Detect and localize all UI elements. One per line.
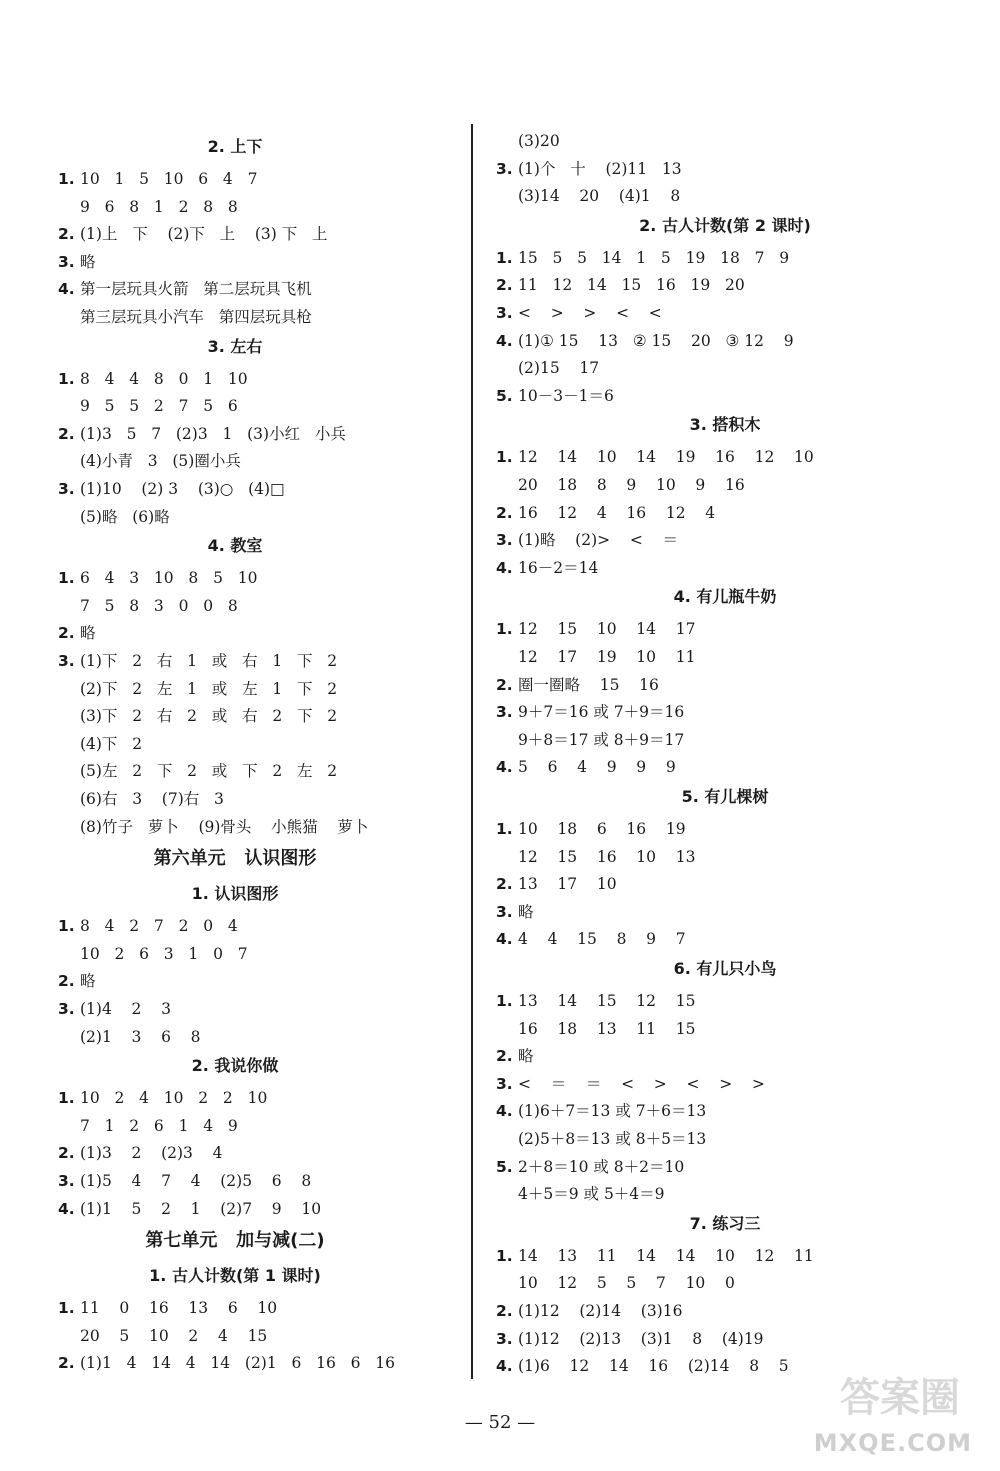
section-heading: 7. 练习三 — [689, 1213, 761, 1233]
question-number: 4. — [496, 758, 513, 777]
question-number: 3. — [58, 1000, 75, 1018]
question-number: 5. — [496, 386, 513, 405]
question-number: 3. — [58, 1172, 75, 1190]
question-number: 4. — [496, 331, 513, 350]
answer-text: 圈一圈略 15 16 — [518, 675, 659, 694]
answer-text: (5)略 (6)略 — [80, 507, 170, 526]
question-number: 1. — [496, 620, 513, 639]
answer-text: 13 17 10 — [518, 875, 617, 894]
answer-text: (2)1 3 6 8 — [80, 1027, 201, 1046]
watermark-logo: 答案圈 — [840, 1375, 960, 1421]
answer-text: 略 — [80, 972, 96, 991]
question-number: 3. — [496, 159, 513, 178]
answer-text: 20 5 10 2 4 15 — [80, 1326, 268, 1345]
section-heading: 4. 有儿瓶牛奶 — [673, 587, 777, 607]
answer-text: 20 18 8 9 10 9 16 — [518, 476, 745, 494]
question-number: 1. — [496, 820, 513, 838]
question-number: 2. — [58, 424, 75, 443]
question-number: 1. — [58, 1299, 75, 1318]
answer-text: (1)6＋7＝13 或 7＋6＝13 — [518, 1102, 707, 1121]
question-number: 4. — [58, 1199, 75, 1218]
answer-text: 略 — [518, 902, 534, 921]
answer-text: 12 15 10 14 17 — [518, 620, 696, 639]
answer-text: 10 2 6 3 1 0 7 — [80, 944, 248, 963]
answer-text: < > > < < — [518, 304, 662, 322]
answer-text: 13 14 15 12 15 — [518, 992, 696, 1010]
watermark-text: MXQE.COM — [813, 1429, 972, 1457]
question-number: 3. — [496, 703, 513, 722]
answer-text: 10－3－1＝6 — [518, 386, 614, 405]
answer-text: 11 0 16 13 6 10 — [80, 1299, 278, 1318]
answer-text: (5)左 2 下 2 或 下 2 左 2 — [80, 762, 338, 781]
question-number: 2. — [58, 972, 75, 991]
unit-heading: 第七单元 加与减(二) — [145, 1230, 325, 1252]
answer-text: 4 4 15 8 9 7 — [518, 930, 686, 949]
question-number: 2. — [496, 875, 513, 894]
section-heading: 4. 教室 — [207, 536, 263, 556]
answer-text: < ＝ ＝ < > < > > — [518, 1074, 765, 1093]
section-heading: 5. 有儿棵树 — [681, 787, 769, 806]
question-number: 3. — [496, 1074, 513, 1093]
question-number: 4. — [496, 1102, 513, 1121]
answer-text: (1)下 2 右 1 或 右 1 下 2 — [80, 652, 338, 670]
answer-text: 16－2＝14 — [518, 558, 599, 577]
question-number: 3. — [58, 480, 75, 498]
answer-text: (2)15 17 — [518, 359, 600, 378]
answer-text: (1)3 2 (2)3 4 — [80, 1144, 223, 1163]
section-heading: 2. 我说你做 — [191, 1056, 279, 1076]
answer-text: 12 15 16 10 13 — [518, 847, 696, 866]
answer-text: 9 6 8 1 2 8 8 — [80, 197, 238, 216]
answer-text: 12 17 19 10 11 — [518, 648, 696, 666]
question-number: 4. — [496, 1357, 513, 1376]
question-number: 3. — [496, 304, 513, 322]
answer-text: (1)1 5 2 1 (2)7 9 10 — [80, 1199, 322, 1218]
answer-text: (1)个 十 (2)11 13 — [518, 159, 682, 178]
question-number: 2. — [58, 1354, 75, 1373]
answer-text: (1)略 (2)> < ＝ — [518, 531, 679, 550]
answer-text: 6 4 3 10 8 5 10 — [80, 569, 258, 588]
answer-text: 第三层玩具小汽车 第四层玩具枪 — [80, 308, 312, 326]
answer-text: 14 13 11 14 14 10 12 11 — [518, 1246, 814, 1265]
question-number: 2. — [496, 503, 513, 522]
question-number: 1. — [496, 248, 513, 267]
question-number: 3. — [58, 252, 75, 271]
answer-text: 9＋7＝16 或 7＋9＝16 — [518, 703, 685, 722]
answer-text: 11 12 14 15 16 19 20 — [518, 276, 745, 295]
answer-text: 4＋5＝9 或 5＋4＝9 — [518, 1185, 665, 1204]
answer-text: 第一层玩具火箭 第二层玩具飞机 — [80, 280, 312, 299]
answer-text: 8 4 2 7 2 0 4 — [80, 917, 238, 936]
question-number: 3. — [496, 902, 513, 921]
column-divider — [471, 124, 473, 1379]
question-number: 4. — [496, 558, 513, 577]
question-number: 4. — [58, 280, 75, 299]
question-number: 1. — [496, 992, 513, 1010]
answer-text: 9 5 5 2 7 5 6 — [80, 397, 238, 416]
section-heading: 2. 古人计数(第 2 课时) — [639, 215, 811, 235]
question-number: 5. — [496, 1157, 513, 1176]
answer-text: (1)1 4 14 4 14 (2)1 6 16 6 16 — [80, 1354, 396, 1373]
answer-text: (1)6 12 14 16 (2)14 8 5 — [518, 1357, 789, 1376]
answer-text: (3)14 20 (4)1 8 — [518, 187, 681, 206]
question-number: 1. — [58, 569, 75, 588]
answer-text: 10 1 5 10 6 4 7 — [80, 170, 258, 188]
answer-text: (1)10 (2) 3 (3)○ (4)□ — [80, 480, 285, 498]
section-heading: 3. 左右 — [207, 336, 263, 356]
answer-text: 10 2 4 10 2 2 10 — [80, 1089, 268, 1108]
answer-text: 10 18 6 16 19 — [518, 820, 686, 838]
answer-text: 7 5 8 3 0 0 8 — [80, 596, 238, 615]
section-heading: 1. 古人计数(第 1 课时) — [149, 1266, 321, 1286]
answer-text: (1)12 (2)14 (3)16 — [518, 1302, 683, 1320]
section-heading: 2. 上下 — [207, 137, 263, 156]
answer-text: 10 12 5 5 7 10 0 — [518, 1274, 735, 1293]
answer-text: (1)12 (2)13 (3)1 8 (4)19 — [518, 1329, 764, 1348]
question-number: 1. — [58, 170, 75, 188]
question-number: 2. — [58, 624, 75, 643]
question-number: 2. — [496, 1302, 513, 1320]
answer-text: 略 — [518, 1047, 534, 1066]
answer-text: (2)5＋8＝13 或 8＋5＝13 — [518, 1130, 707, 1148]
question-number: 1. — [496, 1246, 513, 1265]
question-number: 1. — [58, 1089, 75, 1108]
answer-text: 略 — [80, 624, 96, 643]
question-number: 2. — [496, 675, 513, 694]
question-number: 3. — [496, 531, 513, 550]
answer-text: (3)下 2 右 2 或 右 2 下 2 — [80, 707, 338, 726]
question-number: 2. — [496, 1047, 513, 1066]
question-number: 3. — [496, 1329, 513, 1348]
answer-text: 7 1 2 6 1 4 9 — [80, 1116, 238, 1135]
answer-text: 2＋8＝10 或 8＋2＝10 — [518, 1157, 685, 1176]
answer-text: 略 — [80, 252, 96, 271]
section-heading: 6. 有儿只小鸟 — [673, 959, 777, 978]
answer-text: (3)20 — [518, 132, 560, 150]
answer-text: (1)3 5 7 (2)3 1 (3)小红 小兵 — [80, 424, 346, 443]
watermark — [802, 1363, 982, 1463]
answer-text: (2)下 2 左 1 或 左 1 下 2 — [80, 679, 338, 698]
answer-text: 9＋8＝17 或 8＋9＝17 — [518, 730, 685, 749]
answer-text: 16 12 4 16 12 4 — [518, 503, 716, 522]
answer-text: 8 4 4 8 0 1 10 — [80, 369, 248, 388]
question-number: 2. — [58, 1144, 75, 1163]
question-number: 1. — [58, 917, 75, 936]
answer-text: (4)小青 3 (5)圈小兵 — [80, 452, 241, 471]
answer-text: 5 6 4 9 9 9 — [518, 758, 676, 777]
question-number: 1. — [58, 369, 75, 388]
answer-text: (1)① 15 13 ② 15 20 ③ 12 9 — [518, 331, 794, 350]
unit-heading: 第六单元 认识图形 — [153, 848, 317, 870]
question-number: 2. — [58, 225, 75, 244]
answer-text: (1)5 4 7 4 (2)5 6 8 — [80, 1172, 312, 1190]
section-heading: 3. 搭积木 — [689, 415, 761, 435]
answer-text: 16 18 13 11 15 — [518, 1019, 696, 1038]
answer-text: 12 14 10 14 19 16 12 10 — [518, 448, 814, 467]
question-number: 4. — [496, 930, 513, 949]
answer-text: (6)右 3 (7)右 3 — [80, 790, 224, 808]
answer-text: (1)上 下 (2)下 上 (3) 下 上 — [80, 225, 328, 244]
question-number: 2. — [496, 276, 513, 295]
page-number: — 52 — — [464, 1412, 536, 1433]
section-heading: 1. 认识图形 — [191, 884, 279, 904]
question-number: 1. — [496, 448, 513, 467]
answer-text: (8)竹子 萝卜 (9)骨头 小熊猫 萝卜 — [80, 817, 369, 836]
answer-text: (1)4 2 3 — [80, 1000, 171, 1018]
question-number: 3. — [58, 652, 75, 670]
answer-text: (4)下 2 — [80, 734, 143, 753]
answer-text: 15 5 5 14 1 5 19 18 7 9 — [518, 248, 790, 267]
